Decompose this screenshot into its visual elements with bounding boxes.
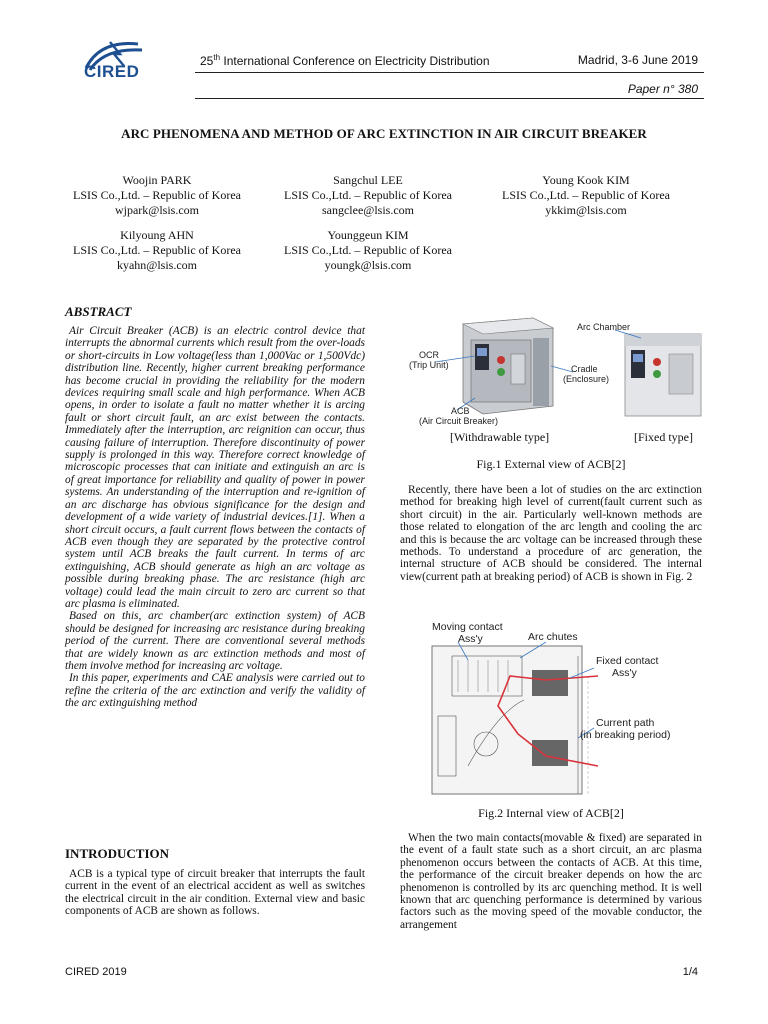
label-moving-contact: Moving contact [432, 621, 503, 633]
author-name: Woojin PARK [122, 173, 192, 187]
author-block [268, 228, 468, 273]
figure-1-subcaption-fixed: [Fixed type] [634, 430, 693, 444]
author-block [57, 228, 257, 273]
label-ocr: OCR [419, 350, 439, 360]
author-block [57, 173, 257, 218]
introduction-heading: INTRODUCTION [65, 846, 170, 861]
label-arc-chutes: Arc chutes [528, 631, 578, 643]
abstract-heading: ABSTRACT [65, 304, 132, 319]
label-fixed-contact-assy: Ass'y [612, 667, 637, 679]
figure-1-external-view [405, 310, 705, 432]
paper-title: ARC PHENOMENA AND METHOD OF ARC EXTINCTION IN AIR CIRCUIT BREAKER [121, 126, 647, 141]
author-name: Sangchul LEE [333, 173, 403, 187]
author-name: Younggeun KIM [327, 228, 409, 242]
body-paragraph: Recently, there have been a lot of studies on the arc extinction method for breaking high level of current(fault current such as short circuit) in the air. Particularly well-known methods are those related to elongation of the arc length and cooling the arc and this is because the arc voltage can be increased through these methods. To understand a procedure of arc generation, the internal structure of ACB should be considered. The internal view(current path at breaking period) of ACB is shown in Fig. 2 [400, 484, 702, 583]
page-number: 1/4 [682, 966, 698, 978]
author-email: ykkim@lsis.com [545, 203, 627, 217]
label-fixed-contact: Fixed contact [596, 655, 659, 667]
label-moving-contact-assy: Ass'y [458, 633, 483, 645]
author-affiliation: LSIS Co.,Ltd. – Republic of Korea [73, 243, 241, 257]
author-email: sangclee@lsis.com [321, 203, 415, 217]
fixed-acb-image [625, 334, 701, 416]
author-block [486, 173, 686, 218]
paper-number: Paper n° 380 [627, 82, 698, 96]
label-breaking-period: (in breaking period) [580, 729, 671, 741]
author-email: youngk@lsis.com [324, 258, 412, 272]
figure-1-caption: Fig.1 External view of ACB[2] [476, 457, 626, 471]
body-paragraph: When the two main contacts(movable & fixed) are separated in the event of a fault state such as a short circuit, an arc plasma phenomenon occurs between the contacts of ACB. At this time, the performance of the circuit breaker depends on how the arc phenomenon is controlled by its arc quenching method. It is well known that arc quenching performance is determined by various factors such as the moving speed of the movable conductor, the arrangement [400, 832, 702, 931]
header-rule-2 [195, 98, 704, 99]
conference-title: 25th International Conference on Electricity Distribution [200, 53, 490, 68]
abstract-body [65, 325, 365, 710]
author-affiliation: LSIS Co.,Ltd. – Republic of Korea [73, 188, 241, 202]
author-email: wjpark@lsis.com [114, 203, 200, 217]
author-email: kyahn@lsis.com [116, 258, 198, 272]
author-affiliation: LSIS Co.,Ltd. – Republic of Korea [284, 188, 452, 202]
author-block [268, 173, 468, 218]
figure-2-internal-view [428, 616, 708, 796]
figure-2-caption: Fig.2 Internal view of ACB[2] [478, 806, 624, 820]
author-affiliation: LSIS Co.,Ltd. – Republic of Korea [284, 243, 452, 257]
author-name: Kilyoung AHN [120, 228, 194, 242]
figure-1-subcaption-withdrawable: [Withdrawable type] [450, 430, 550, 444]
label-trip-unit: (Trip Unit) [409, 360, 449, 370]
logo-text: CIRED [84, 62, 140, 81]
abstract-paragraph: In this paper, experiments and CAE analysis were carried out to refine the criteria of the arc extinction and verify the validity of the arc extinguishing method [65, 672, 365, 710]
label-enclosure: (Enclosure) [563, 374, 610, 384]
label-arc-chamber: Arc Chamber [577, 322, 631, 332]
label-acb: ACB [451, 406, 470, 416]
label-cradle: Cradle [571, 364, 598, 374]
header-rule [195, 72, 704, 73]
label-acb-full: (Air Circuit Breaker) [419, 416, 499, 426]
author-affiliation: LSIS Co.,Ltd. – Republic of Korea [502, 188, 670, 202]
introduction-paragraph: ACB is a typical type of circuit breaker that interrupts the fault current in the event of an electrical accident as well as switches the electrical circuit in the air condition. External view and basic components of ACB are shown as follows. [65, 868, 365, 918]
author-name: Young Kook KIM [542, 173, 630, 187]
withdrawable-acb-image [463, 318, 553, 414]
internal-structure-drawing [432, 646, 588, 794]
label-current-path: Current path [596, 717, 655, 729]
footer-conference: CIRED 2019 [65, 966, 127, 978]
introduction-body [65, 868, 365, 918]
conference-location-date: Madrid, 3-6 June 2019 [577, 53, 698, 67]
abstract-paragraph: Air Circuit Breaker (ACB) is an electric control device that interrupts the abnormal currents which result from the over-loads or short-circuits in Low voltage(less than 1,000Vac or 1,500Vdc) distribution line. Recently, higher current breaking performance has become crucial in providing the reliability for the modern devices requiring small scale and high performance. When ACB opens, in order to isolate a fault no matter whether it is arcing fault or short circuit fault, an arc exist between the contacts. Immediately after the interruption, arc reignition can occur, thus causing failure of interruption. Therefore discontinuity of power supply is prolonged in this way. Therefore correct knowledge of microscopic processes that can initiate and extinguish an arc is of great importance for reliability and quality of power in power systems. An understanding of the interruption and re-ignition of an arc discharge has obvious significance for the design and development of a wide variety of industrial devices.[1]. When a short circuit occurs, a fault current flows between the contacts of ACB even though they are separated by the protective control system until ACB breaks the fault current. In terms of arc extinguishing, ACB should generate as high an arc voltage as possible during breaking phase. The arc resistance (high arc voltage) could lead the main circuit to zero arc current so that arc plasma is eliminated. [65, 325, 365, 610]
abstract-paragraph: Based on this, arc chamber(arc extinction system) of ACB should be designed for increasing arc resistance during breaking period of the current. There are conventional several methods that are widely known as arc extinction methods and most of them involve method for increasing arc voltage. [65, 610, 365, 672]
